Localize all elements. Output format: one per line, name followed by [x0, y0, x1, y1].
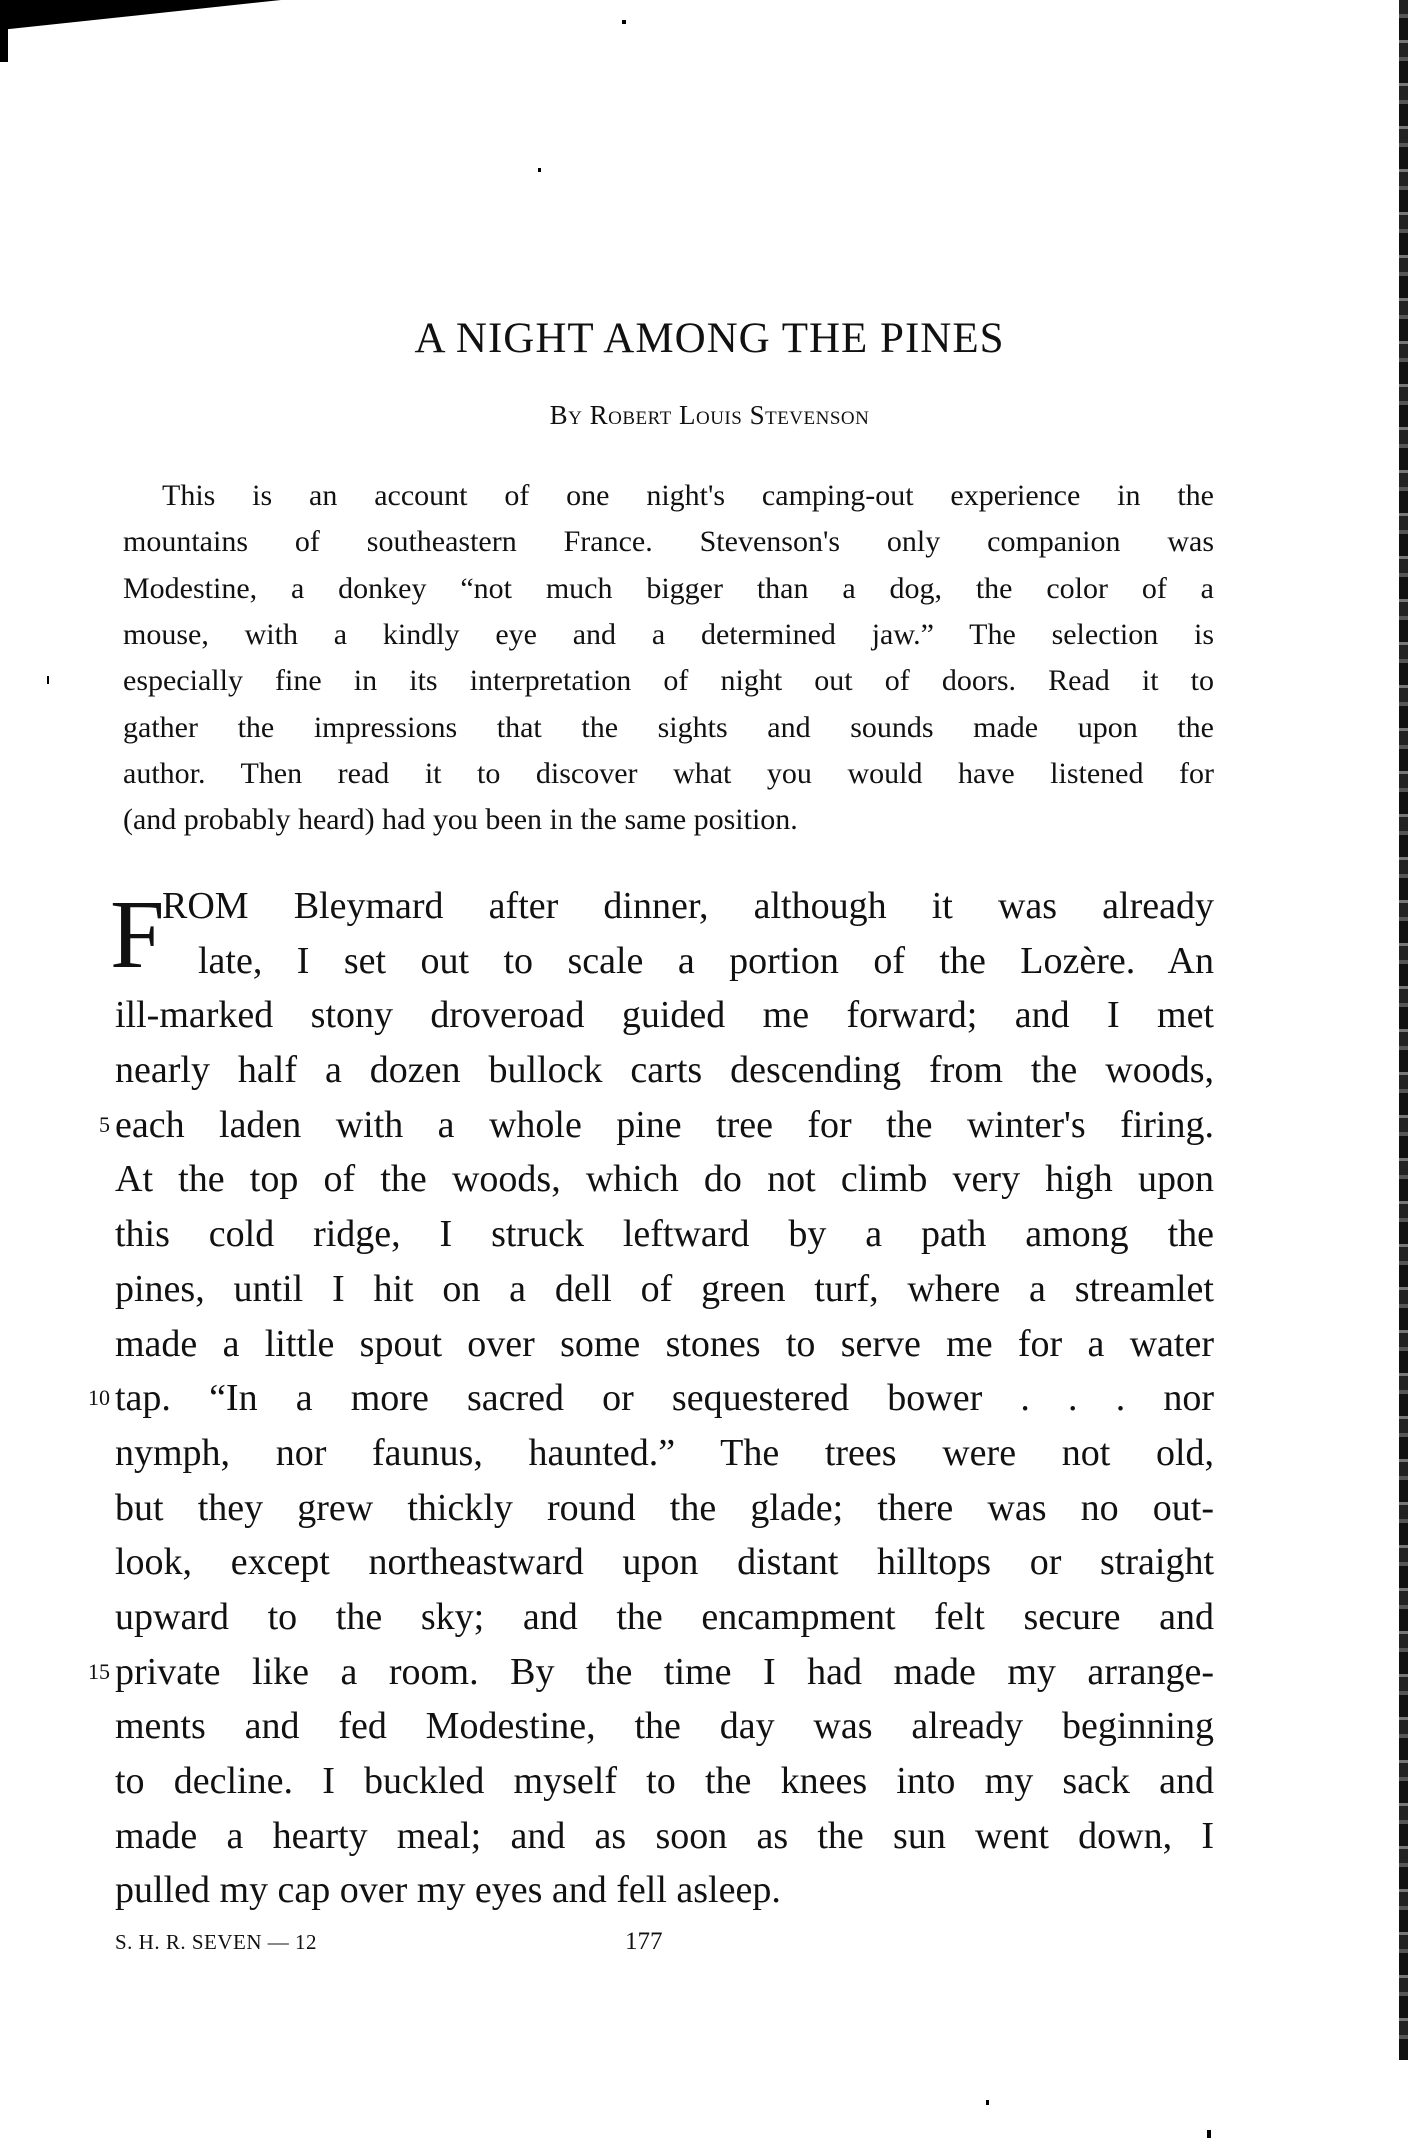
scan-speck — [1207, 2130, 1211, 2138]
body-line: late, I set out to scale a portion of the Lozère. An — [198, 940, 1214, 982]
body-line: look, except northeastward upon distant hilltops or straight — [115, 1541, 1214, 1583]
intro-line: mountains of southeastern France. Stevenson's only companion was — [123, 525, 1214, 558]
intro-line: This is an account of one night's camping-out experience in the — [162, 479, 1214, 512]
body-line: ments and fed Modestine, the day was already beginning — [115, 1705, 1214, 1747]
scan-artifact-corner — [0, 0, 281, 62]
drop-cap: F — [110, 881, 165, 989]
signature-mark: S. H. R. SEVEN — 12 — [115, 1930, 318, 1954]
body-line: ROM Bleymard after dinner, although it was already — [162, 885, 1214, 927]
intro-line: mouse, with a kindly eye and a determined jaw.” The selection is — [123, 618, 1214, 651]
body-line: ill-marked stony droveroad guided me forward; and I met — [115, 994, 1214, 1036]
body-line: to decline. I buckled myself to the knees into my sack and — [115, 1760, 1214, 1802]
body-line: upward to the sky; and the encampment felt secure and — [115, 1596, 1214, 1638]
intro-line: (and probably heard) had you been in the same position. — [123, 803, 798, 836]
body-line: each laden with a whole pine tree for the winter's firing. — [115, 1104, 1214, 1146]
line-number: 15 — [88, 1659, 110, 1684]
intro-line: gather the impressions that the sights and sounds made upon the — [123, 711, 1214, 744]
body-line: tap. “In a more sacred or sequestered bower . . . nor — [115, 1377, 1214, 1419]
scan-speck — [986, 2100, 989, 2105]
body-line: made a hearty meal; and as soon as the sun went down, I — [115, 1815, 1214, 1857]
body-line: pulled my cap over my eyes and fell asleep. — [115, 1869, 781, 1911]
intro-line: especially fine in its interpretation of night out of doors. Read it to — [123, 664, 1214, 697]
body-line: At the top of the woods, which do not climb very high upon — [115, 1158, 1214, 1200]
scan-speck — [622, 20, 626, 24]
body-line: this cold ridge, I struck leftward by a path among the — [115, 1213, 1214, 1255]
page-number: 177 — [625, 1928, 663, 1955]
body-line: but they grew thickly round the glade; there was no out- — [115, 1487, 1214, 1529]
body-line: nymph, nor faunus, haunted.” The trees were not old, — [115, 1432, 1214, 1474]
scan-speck — [47, 676, 49, 684]
body-line: made a little spout over some stones to serve me for a water — [115, 1323, 1214, 1365]
author-byline: By Robert Louis Stevenson — [549, 400, 870, 430]
body-line: pines, until I hit on a dell of green turf, where a streamlet — [115, 1268, 1214, 1310]
scan-speck — [538, 168, 541, 172]
scan-artifact-corner-edge — [0, 0, 8, 62]
body-line: private like a room. By the time I had made my arrange- — [115, 1651, 1214, 1693]
intro-line: author. Then read it to discover what you would have listened for — [123, 757, 1214, 790]
intro-line: Modestine, a donkey “not much bigger than a dog, the color of a — [123, 572, 1214, 605]
line-number: 10 — [88, 1385, 110, 1410]
line-number: 5 — [99, 1112, 110, 1137]
page-title: A NIGHT AMONG THE PINES — [414, 315, 1005, 362]
scan-artifact-binding-edge — [1399, 0, 1408, 2060]
body-line: nearly half a dozen bullock carts descending from the woods, — [115, 1049, 1214, 1091]
